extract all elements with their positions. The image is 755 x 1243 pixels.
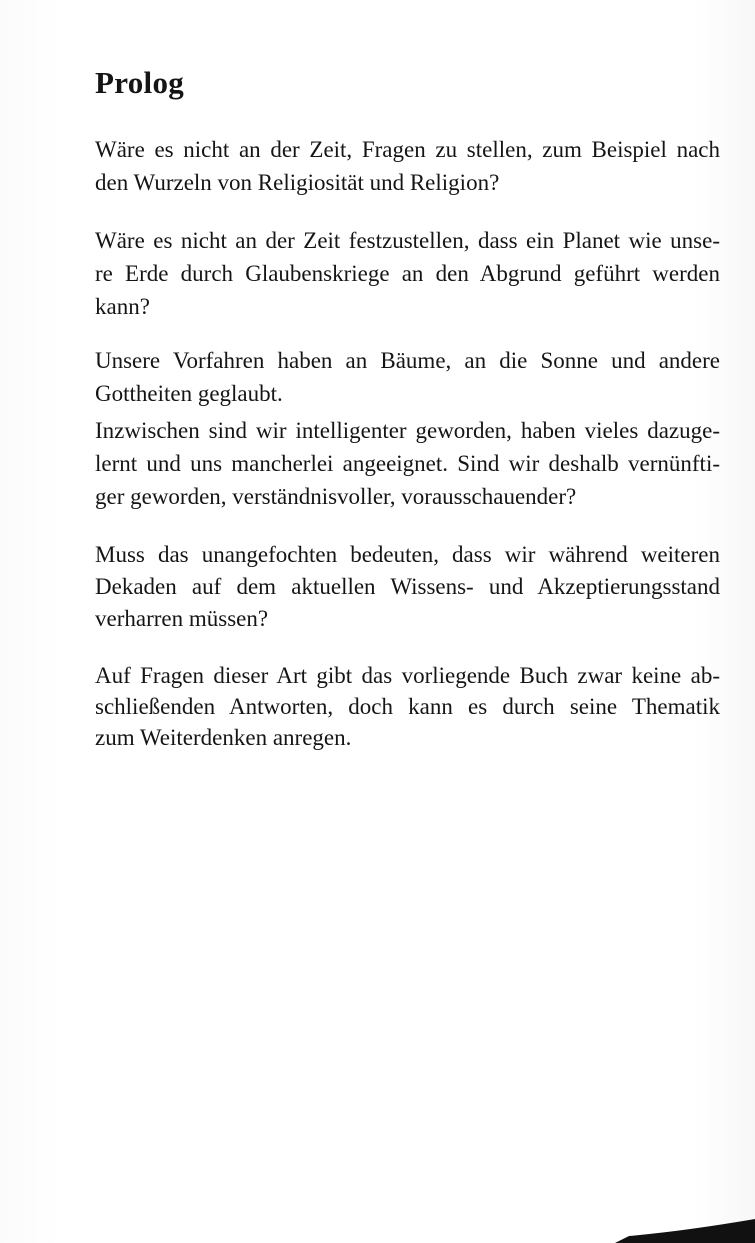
text-line: Auf Fragen dieser Art gibt das vorliegende Buch zwar keine ab- [95, 663, 720, 688]
text-line: ger geworden, verständnisvoller, vorausschauender? [95, 484, 577, 509]
text-line: schließenden Antworten, doch kann es durch seine Thematik [95, 694, 720, 719]
text-line: Muss das unangefochten bedeuten, dass wir während weiteren [95, 542, 720, 567]
text-line: Wäre es nicht an der Zeit, Fragen zu stellen, zum Beispiel nach [95, 137, 720, 162]
text-line: Gottheiten geglaubt. [95, 381, 283, 406]
text-line: re Erde durch Glaubenskriege an den Abgrund geführt werden [95, 261, 720, 286]
page-edge-shadow [615, 1213, 755, 1243]
text-line: den Wurzeln von Religiosität und Religion? [95, 170, 500, 195]
text-line: Wäre es nicht an der Zeit festzustellen, dass ein Planet wie unse- [95, 228, 720, 253]
text-line: Inzwischen sind wir intelligenter geworden, haben vieles dazuge- [95, 418, 720, 443]
text-line: Unsere Vorfahren haben an Bäume, an die Sonne und andere [95, 348, 720, 373]
text-line: kann? [95, 294, 150, 319]
text-line: Dekaden auf dem aktuellen Wissens- und Akzeptierungsstand [95, 574, 720, 599]
text-line: lernt und uns mancherlei angeeignet. Sind wir deshalb vernünfti- [95, 451, 720, 476]
page-title: Prolog [95, 65, 185, 100]
text-line: verharren müssen? [95, 606, 269, 631]
text-line: zum Weiterdenken anregen. [95, 725, 352, 750]
